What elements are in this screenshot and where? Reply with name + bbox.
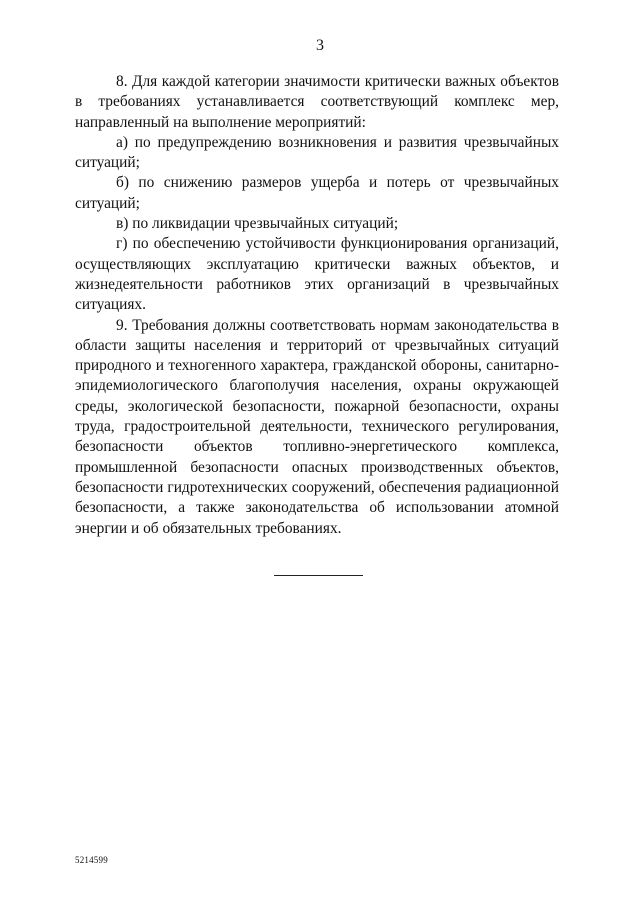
document-body	[75, 72, 559, 539]
paragraph-8a: а) по предупреждению возникновения и развития чрезвычайных ситуаций;	[75, 133, 559, 172]
end-separator-line	[274, 575, 363, 576]
document-code: 5214599	[75, 855, 108, 865]
paragraph-8: 8. Для каждой категории значимости критически важных объектов в требованиях устанавливается соответствующий комплекс мер, направленный на выполнение мероприятий:	[75, 73, 559, 131]
paragraph-8v: в) по ликвидации чрезвычайных ситуаций;	[116, 215, 399, 233]
page-number: 3	[316, 37, 324, 54]
paragraph-8g: г) по обеспечению устойчивости функционирования организаций, осуществляющих эксплуатацию критически важных объектов, и жизнедеятельности работников этих организаций в чрезвычайных ситуациях.	[75, 235, 559, 314]
paragraph-8b: б) по снижению размеров ущерба и потерь от чрезвычайных ситуаций;	[75, 174, 559, 212]
paragraph-9: 9. Требования должны соответствовать нормам законодательства в области защиты населения и территорий от чрезвычайных ситуаций природного и техногенного характера, гражданской обороны, санитарно-эпидемиологического благополучия населения, охраны окружающей среды, экологической безопасности, пожарной безопасности, охраны труда, градостроительной деятельности, технического регулирования, безопасности объектов топливно-энергетического комплекса, промышленной безопасности опасных производственных объектов, безопасности гидротехнических сооружений, обеспечения радиационной безопасности, а также законодательства об использовании атомной энергии и об обязательных требованиях.	[75, 316, 559, 537]
